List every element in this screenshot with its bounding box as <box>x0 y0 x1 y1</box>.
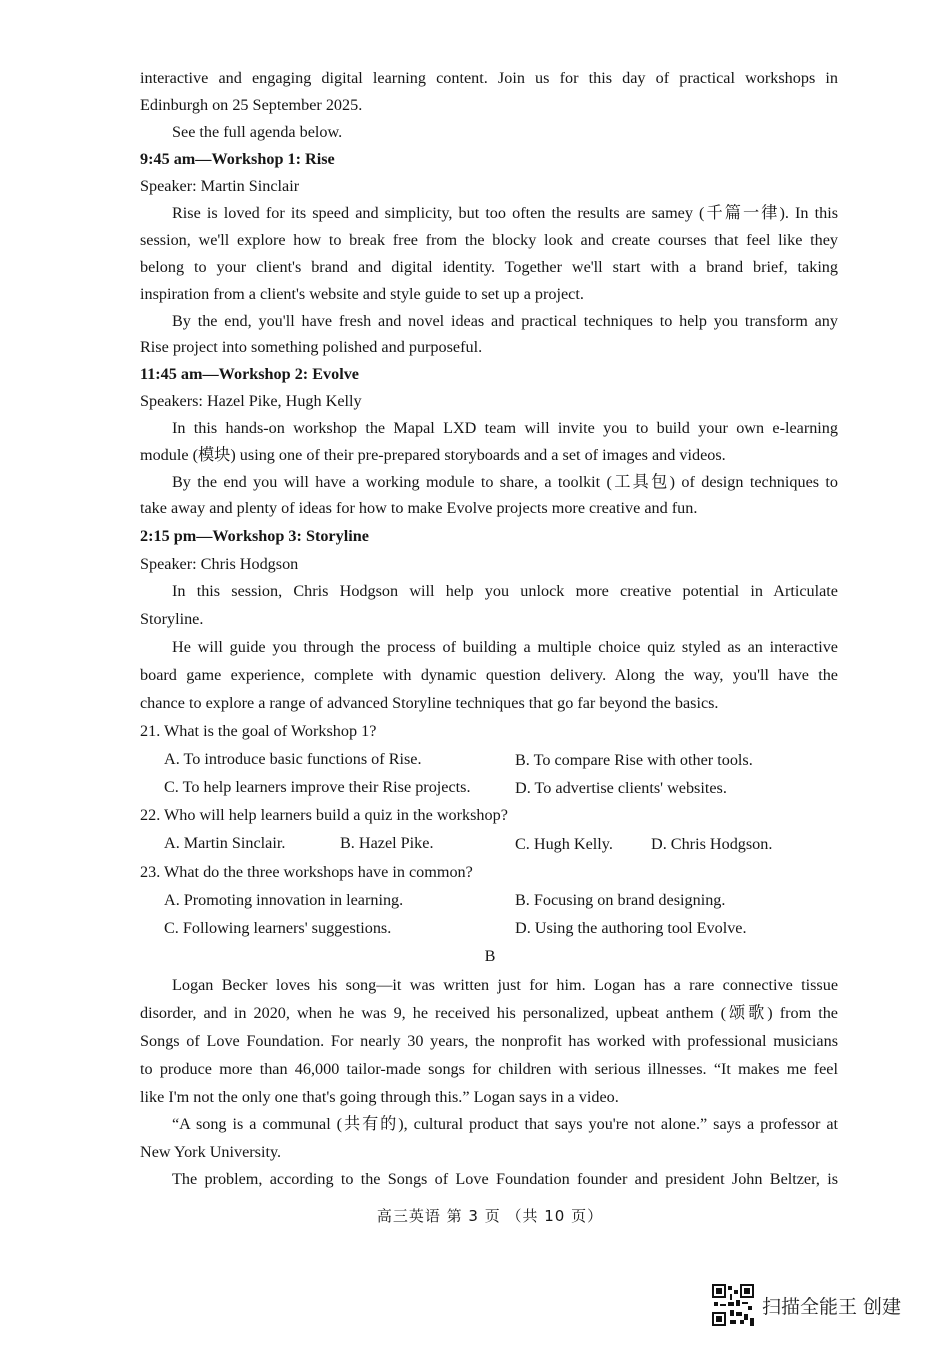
text-line: By the end, you'll have fresh and novel ideas and practical techniques to help you transform any <box>172 312 838 330</box>
question-21-stem: 21. What is the goal of Workshop 1? <box>140 722 377 740</box>
question-22-option-b: B. Hazel Pike. <box>340 834 434 852</box>
question-22-option-d: D. Chris Hodgson. <box>651 835 773 853</box>
text-line: take away and plenty of ideas for how to make Evolve projects more creative and fun. <box>140 499 698 517</box>
workshop-3-speaker: Speaker: Chris Hodgson <box>140 555 299 573</box>
text-line: Rise is loved for its speed and simplicity, but too often the results are samey (千篇一律). In this <box>172 204 838 222</box>
text-line: New York University. <box>140 1143 282 1161</box>
question-23-stem: 23. What do the three workshops have in common? <box>140 863 473 881</box>
text-line: belong to your client's brand and digital identity. Together we'll start with a brand brief, taking <box>140 258 838 276</box>
text-line: to produce more than 46,000 tailor-made songs for children with serious illnesses. “It makes me feel <box>140 1060 838 1078</box>
text-line: Songs of Love Foundation. For nearly 30 years, the nonprofit has worked with professional musicians <box>140 1032 838 1050</box>
text-line: Rise project into something polished and purposeful. <box>140 338 483 356</box>
text-line: Storyline. <box>140 610 204 628</box>
text-line: Edinburgh on 25 September 2025. <box>140 96 363 114</box>
text-line: interactive and engaging digital learning content. Join us for this day of practical workshops in <box>140 69 838 87</box>
text-line: inspiration from a client's website and style guide to set up a project. <box>140 285 584 303</box>
page-footer: 高三英语 第 3 页 （共 10 页） <box>376 1207 604 1225</box>
text-line: In this session, Chris Hodgson will help you unlock more creative potential in Articulate <box>172 582 838 600</box>
question-22-option-c: C. Hugh Kelly. <box>515 835 613 853</box>
question-22-option-a: A. Martin Sinclair. <box>164 834 286 852</box>
text-line: “A song is a communal (共有的), cultural product that says you're not alone.” says a professor at <box>172 1115 838 1133</box>
question-23-option-d: D. Using the authoring tool Evolve. <box>515 919 747 937</box>
workshop-2-speakers: Speakers: Hazel Pike, Hugh Kelly <box>140 392 362 410</box>
question-22-stem: 22. Who will help learners build a quiz in the workshop? <box>140 806 508 824</box>
qr-code-icon <box>712 1284 754 1326</box>
question-23-option-b: B. Focusing on brand designing. <box>515 891 726 909</box>
workshop-3-heading: 2:15 pm—Workshop 3: Storyline <box>140 527 369 545</box>
passage-b-label: B <box>484 947 496 965</box>
workshop-1-speaker: Speaker: Martin Sinclair <box>140 177 300 195</box>
question-21-option-b: B. To compare Rise with other tools. <box>515 751 753 769</box>
text-line: module (模块) using one of their pre-prepared storyboards and a set of images and videos. <box>140 446 726 464</box>
text-line: chance to explore a range of advanced Storyline techniques that go far beyond the basics. <box>140 694 719 712</box>
text-line: The problem, according to the Songs of Love Foundation founder and president John Beltzer, is <box>172 1170 838 1188</box>
scanner-watermark <box>712 1285 901 1325</box>
workshop-1-heading: 9:45 am—Workshop 1: Rise <box>140 150 335 168</box>
text-line: board game experience, complete with dynamic question delivery. Along the way, you'll have the <box>140 666 838 684</box>
question-21-option-d: D. To advertise clients' websites. <box>515 779 727 797</box>
text-line: He will guide you through the process of building a multiple choice quiz styled as an interactive <box>172 638 838 656</box>
question-23-option-a: A. Promoting innovation in learning. <box>164 891 404 909</box>
question-21-option-a: A. To introduce basic functions of Rise. <box>164 750 422 768</box>
question-21-option-c: C. To help learners improve their Rise projects. <box>164 778 471 796</box>
text-line: See the full agenda below. <box>172 123 343 141</box>
question-23-option-c: C. Following learners' suggestions. <box>164 919 392 937</box>
text-line: session, we'll explore how to break free from the blocky look and create courses that feel like they <box>140 231 838 249</box>
text-line: disorder, and in 2020, when he was 9, he received his personalized, upbeat anthem (颂歌) from the <box>140 1004 838 1022</box>
text-line: like I'm not the only one that's going through this.” Logan says in a video. <box>140 1088 619 1106</box>
workshop-2-heading: 11:45 am—Workshop 2: Evolve <box>140 365 359 383</box>
text-line: Logan Becker loves his song—it was written just for him. Logan has a rare connective tissue <box>172 976 838 994</box>
text-line: By the end you will have a working module to share, a toolkit (工具包) of design techniques to <box>172 473 838 491</box>
text-line: In this hands-on workshop the Mapal LXD team will invite you to build your own e-learning <box>172 419 838 437</box>
watermark-text: 扫描全能王 创建 <box>762 1295 902 1318</box>
